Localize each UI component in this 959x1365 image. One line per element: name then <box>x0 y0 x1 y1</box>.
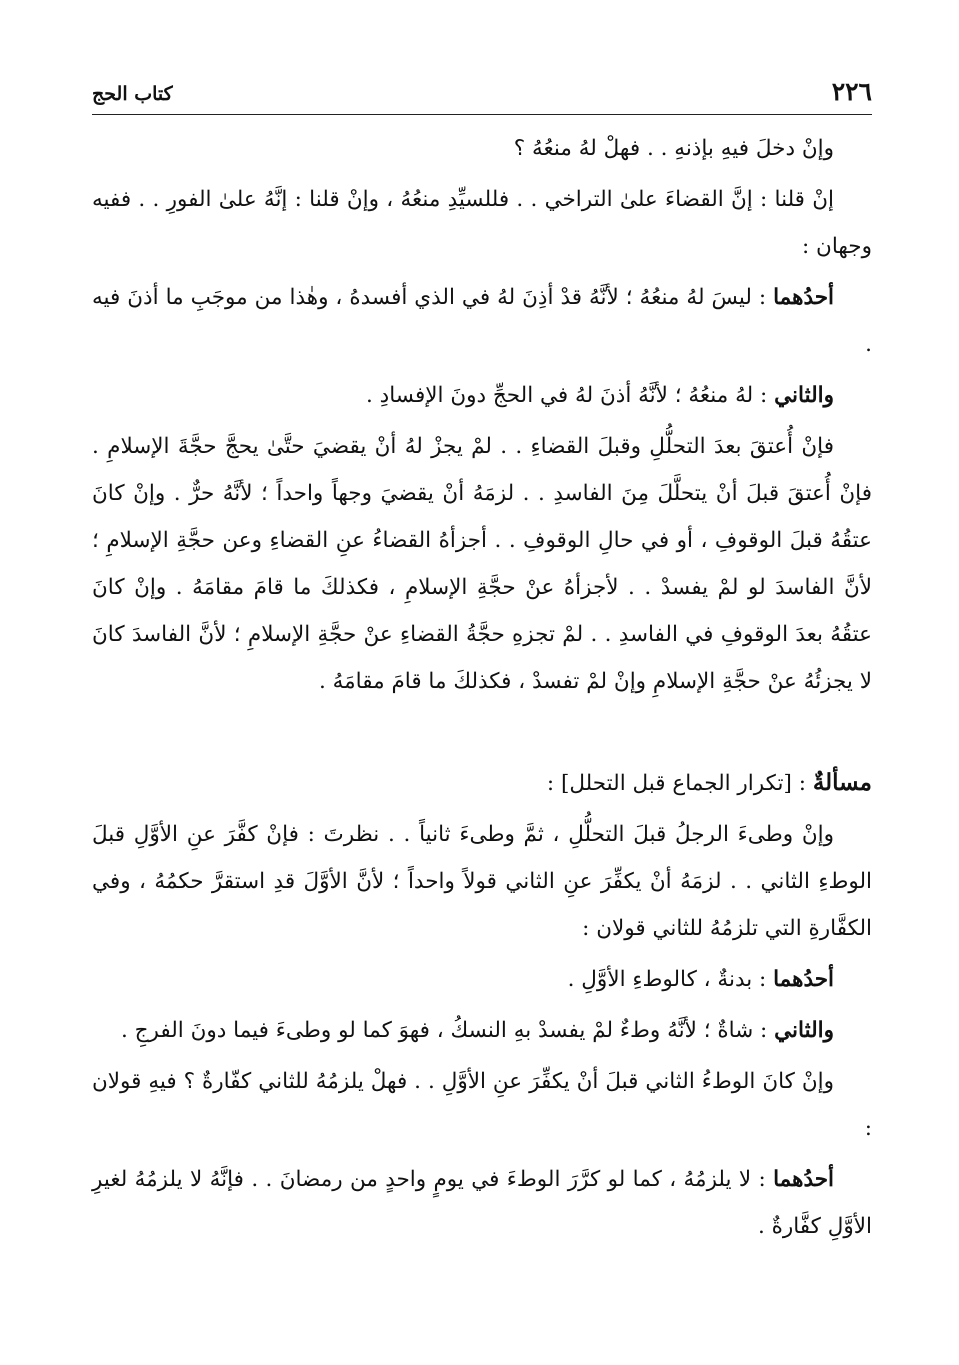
paragraph <box>92 423 872 705</box>
paragraph-lead: أحدُهما <box>773 1167 834 1192</box>
section-lead: مسألةٌ <box>812 769 872 796</box>
book-page <box>92 74 872 1365</box>
section-heading <box>92 759 872 807</box>
paragraph-text: إنْ قلنا : إنَّ القضاءَ علىٰ التراخي . . فللسيِّدِ منعُهُ ، وإنْ قلنا : إنَّهُ علىٰ الفورِ . . ففيه وجهان : <box>92 187 872 259</box>
paragraph-lead: أحدُهما <box>773 967 834 992</box>
section-title: : [تكرار الجماع قبل التحلل] : <box>546 771 813 796</box>
paragraph-lead: والثاني <box>774 1018 834 1043</box>
book-title: كتاب الحج <box>92 83 173 105</box>
page-number: ٢٢٦ <box>831 77 872 106</box>
paragraph-text: وإنْ كانَ الوطءُ الثاني قبلَ أنْ يكفِّرَ عنِ الأوَّلِ . . فهلْ يلزمُهُ للثاني كفّارةٌ ؟ فيهِ قولان : <box>92 1069 872 1141</box>
paragraph <box>92 956 872 1003</box>
paragraph-text: وإنْ دخلَ فيهِ بإذنهِ . . فهلْ لهُ منعُهُ ؟ <box>513 136 834 161</box>
page-body <box>92 125 872 1250</box>
paragraph-text: وإنْ وطىءَ الرجلُ قبلَ التحلُّلِ ، ثمَّ وطىءَ ثانياً . . نظرتَ : فإنْ كفَّرَ عنِ الأوَّلِ قبلَ الوطءِ الثاني . . لزمَهُ أنْ يكفِّرَ عنِ الثاني قولاً واحداً ؛ لأنَّ الأوَّلَ قدِ استقرَّ حكمُهُ ، وفي الكفَّارةِ التي تلزمُهُ للثاني قولان : <box>92 822 872 941</box>
paragraph <box>92 1058 872 1152</box>
paragraph-text: : لهُ منعُهُ ؛ لأنَّهُ أذنَ لهُ في الحجِّ دونَ الإفسادِ . <box>366 383 775 408</box>
section-gap <box>92 709 872 759</box>
page-header <box>92 74 872 115</box>
paragraph-text: : ليسَ لهُ منعُهُ ؛ لأنَّهُ قدْ أذِنَ لهُ في الذي أفسدهُ ، وهٰذا من موجَبِ ما أذنَ فيه . <box>92 285 872 357</box>
paragraph-lead: أحدُهما <box>773 285 834 310</box>
paragraph-text: : بدنةٌ ، كالوطءِ الأوَّلِ . <box>567 967 774 992</box>
paragraph <box>92 811 872 952</box>
paragraph <box>92 176 872 270</box>
paragraph-lead: والثاني <box>774 383 834 408</box>
paragraph-text: فإنْ أُعتقَ بعدَ التحلُّلِ وقبلَ القضاءِ . . لمْ يجزْ لهُ أنْ يقضيَ حتَّىٰ يحجَّ حجَّةَ الإسلامِ . فإنْ أُعتقَ قبلَ أنْ يتحلَّلَ مِنَ الفاسدِ . . لزمَهُ أنْ يقضيَ وجهاً واحداً ؛ لأنَّهُ حرٌّ . وإنْ كانَ عتقُهُ قبلَ الوقوفِ ، أو في حالِ الوقوفِ . . أجزأهُ القضاءُ عنِ القضاءِ وعن حجَّةِ الإسلامِ ؛ لأنَّ الفاسدَ لو لمْ يفسدْ . . لأجزأهُ عنْ حجَّةِ الإسلامِ ، فكذلكَ ما قامَ مقامَهُ . وإنْ كانَ عتقُهُ بعدَ الوقوفِ في الفاسدِ . . لمْ تجزهِ حجَّةُ القضاءِ عنْ حجَّةِ الإسلامِ ؛ لأنَّ الفاسدَ كانَ لا يجزئُهُ عنْ حجَّةِ الإسلامِ وإنْ لمْ تفسدْ ، فكذلكَ ما قامَ مقامَهُ . <box>92 434 872 694</box>
paragraph-text: : لا يلزمُهُ ، كما لو كرَّرَ الوطءَ في يومٍ واحدٍ من رمضانَ . . فإنَّهُ لا يلزمُهُ لغيرِ الأوَّلِ كفَّارةٌ . <box>92 1167 872 1239</box>
paragraph <box>92 125 872 172</box>
paragraph-text: : شاةٌ ؛ لأنَّهُ وطءٌ لمْ يفسدْ بهِ النسكُ ، فهوَ كما لو وطىءَ فيما دونَ الفرجِ . <box>120 1018 775 1043</box>
paragraph <box>92 372 872 419</box>
paragraph <box>92 1156 872 1250</box>
paragraph <box>92 274 872 368</box>
paragraph <box>92 1007 872 1054</box>
